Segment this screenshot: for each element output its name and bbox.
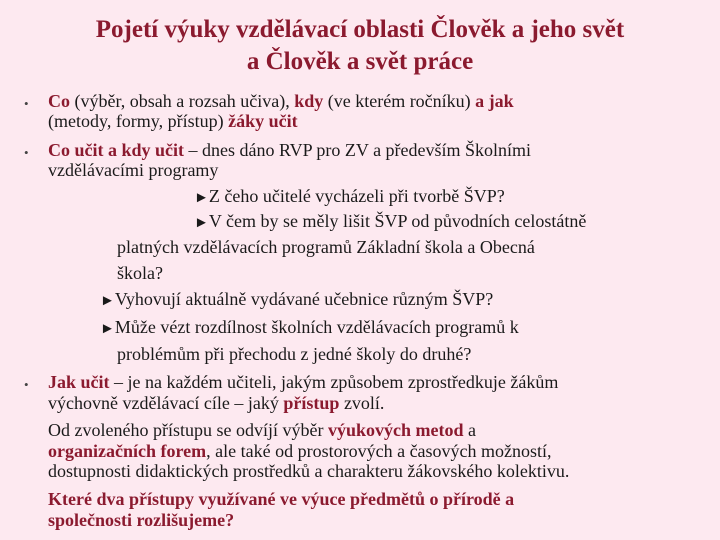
right-triangle-icon: ►	[100, 321, 115, 337]
text-plain: , ale také od prostorových a časových možností,	[206, 441, 552, 461]
question-text: V čem by se měly lišit ŠVP od původních celostátně	[208, 211, 587, 231]
bullet-3-question-1: Které dva přístupy využívané ve výuce předmětů o přírodě a	[48, 489, 515, 509]
bullet-dot-icon: •	[24, 96, 29, 111]
bullet-3-line-4	[48, 442, 552, 462]
question-4-cont: problémům při přechodu z jedné školy do druhé?	[117, 344, 472, 364]
text-zaky-ucit: žáky učit	[228, 110, 298, 131]
question-text: Z čeho učitelé vycházeli při tvorbě ŠVP?	[208, 186, 505, 206]
text-organizacnich-forem: organizačních forem	[48, 441, 207, 461]
question-2	[194, 212, 586, 234]
text-a-jak: a jak	[475, 91, 514, 111]
bullet-1-line-1	[48, 92, 514, 112]
text-plain: (ve kterém ročníku)	[323, 91, 476, 111]
text-co: Co	[48, 91, 70, 111]
title-line-1: Pojetí výuky vzdělávací oblasti Člověk a jeho svět	[95, 16, 625, 43]
bullet-3-question-2: společnosti rozlišujeme?	[48, 510, 235, 530]
bullet-dot-icon: •	[24, 145, 29, 160]
right-triangle-icon: ►	[100, 293, 115, 309]
question-3	[100, 290, 493, 312]
bullet-3-line-2	[48, 394, 384, 414]
text-co-ucit: Co učit a kdy učit	[48, 140, 185, 160]
text-plain: Od zvoleného přístupu se odvíjí výběr	[48, 420, 328, 440]
bullet-dot-icon: •	[24, 377, 29, 392]
bullet-3-line-1	[48, 373, 558, 393]
text-plain: a	[463, 420, 476, 440]
question-2-cont-2: škola?	[117, 263, 163, 283]
text-kdy: kdy	[294, 91, 324, 111]
text-plain: výchovně vzdělávací cíle – jaký	[48, 393, 284, 413]
bullet-3-line-3	[48, 421, 476, 441]
text-plain: (výběr, obsah a rozsah učiva),	[70, 91, 295, 111]
question-4	[100, 318, 519, 340]
text-plain: (metody, formy, přístup)	[48, 110, 229, 131]
bullet-3-line-5: dostupnosti didaktických prostředků a charakteru žákovského kolektivu.	[48, 461, 570, 481]
bullet-1-line-2	[48, 112, 298, 132]
bullet-2-line-1	[48, 141, 531, 161]
right-triangle-icon: ►	[194, 215, 209, 231]
slide-title	[0, 14, 720, 78]
text-vyukovych-metod: výukových metod	[327, 420, 464, 440]
question-text: Může vézt rozdílnost školních vzdělávacích programů k	[114, 317, 519, 337]
text-plain: – je na každém učiteli, jakým způsobem zprostředkuje žákům	[109, 372, 559, 392]
title-line-2: a Člověk a svět práce	[246, 48, 474, 75]
question-text: Vyhovují aktuálně vydávané učebnice různým ŠVP?	[114, 289, 494, 309]
question-2-cont-1: platných vzdělávacích programů Základní škola a Obecná	[117, 237, 535, 257]
question-1	[194, 187, 505, 209]
text-plain: – dnes dáno RVP pro ZV a především Školními	[184, 140, 532, 160]
text-jak-ucit: Jak učit	[48, 372, 110, 392]
text-plain: zvolí.	[339, 393, 385, 413]
bullet-2-line-2: vzdělávacími programy	[48, 159, 219, 180]
right-triangle-icon: ►	[194, 190, 209, 206]
text-pristup: přístup	[283, 393, 340, 413]
